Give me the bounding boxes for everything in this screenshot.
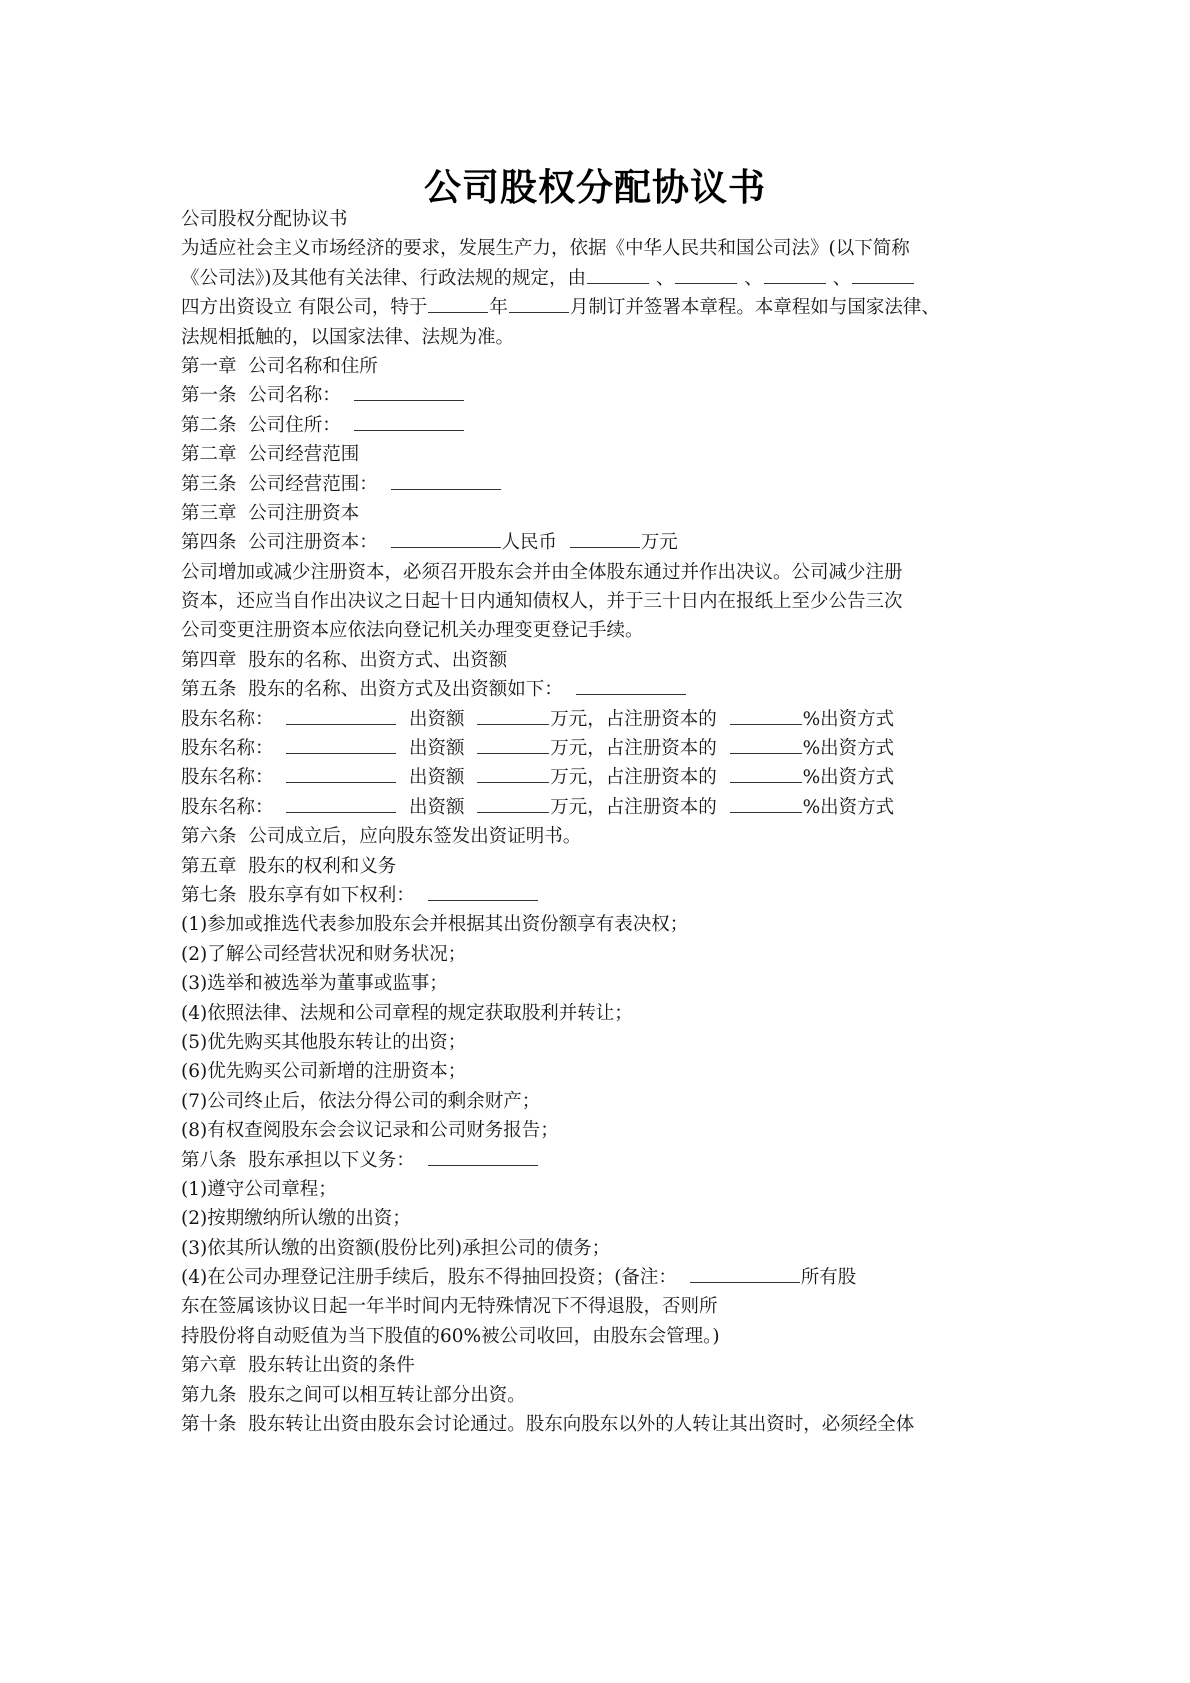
doc-line-shareholder-3 — [181, 763, 1031, 792]
fill-in-blank[interactable] — [477, 735, 549, 754]
doc-line-duty-4 — [181, 1263, 1031, 1292]
doc-text: 第八条 股东承担以下义务： — [181, 1149, 427, 1171]
doc-text: 法规相抵触的，以国家法律、法规为准。 — [181, 326, 515, 348]
doc-text: (3)依其所认缴的出资额(股份比列)承担公司的债务； — [181, 1237, 611, 1259]
doc-text: 公司变更注册资本应依法向登记机关办理变更登记手续。 — [181, 620, 644, 642]
fill-in-blank[interactable] — [690, 1264, 800, 1283]
doc-line-chapter-4 — [181, 646, 1031, 675]
doc-text: (3)选举和被选举为董事或监事； — [181, 973, 448, 995]
fill-in-blank[interactable] — [428, 1147, 538, 1166]
fill-in-blank[interactable] — [428, 882, 538, 901]
doc-line-chapter-1 — [181, 352, 1031, 381]
doc-text: %出资方式 — [802, 738, 895, 760]
doc-text: 第三条 公司经营范围： — [181, 473, 390, 495]
doc-line-preamble-2 — [181, 264, 1031, 293]
doc-line-chapter-2 — [181, 440, 1031, 469]
fill-in-blank[interactable] — [391, 529, 501, 548]
fill-in-blank[interactable] — [286, 794, 396, 813]
doc-line-capital-2 — [181, 587, 1031, 616]
doc-line-article-4 — [181, 528, 1031, 557]
doc-text: 股东名称： — [181, 738, 286, 760]
doc-line-right-3 — [181, 969, 1031, 998]
doc-text: 第六章 股东转让出资的条件 — [181, 1355, 415, 1377]
doc-text: 万元，占注册资本的 — [550, 738, 729, 760]
doc-line-duty-4-cont-1 — [181, 1292, 1031, 1321]
fill-in-blank[interactable] — [286, 706, 396, 725]
fill-in-blank[interactable] — [477, 706, 549, 725]
doc-text: 出资额 — [397, 796, 477, 818]
fill-in-blank[interactable] — [428, 294, 488, 313]
doc-text: 出资额 — [397, 738, 477, 760]
doc-text: (6)优先购买公司新增的注册资本； — [181, 1061, 467, 1083]
doc-text: 万元，占注册资本的 — [550, 796, 729, 818]
doc-line-capital-1 — [181, 558, 1031, 587]
doc-line-chapter-3 — [181, 499, 1031, 528]
fill-in-blank[interactable] — [509, 294, 569, 313]
doc-text: 万元 — [640, 532, 678, 554]
doc-line-duty-1 — [181, 1175, 1031, 1204]
fill-in-blank[interactable] — [354, 382, 464, 401]
doc-text: (2)了解公司经营状况和财务状况； — [181, 943, 467, 965]
doc-line-article-9 — [181, 1381, 1031, 1410]
doc-text: 万元，占注册资本的 — [550, 767, 729, 789]
fill-in-blank[interactable] — [286, 735, 396, 754]
doc-text: (4)在公司办理登记注册手续后，股东不得抽回投资；(备注： — [181, 1267, 689, 1289]
doc-text: (2)按期缴纳所认缴的出资； — [181, 1208, 411, 1230]
doc-text: 四方出资设立 有限公司，特于 — [181, 297, 428, 319]
doc-text: %出资方式 — [802, 767, 895, 789]
fill-in-blank[interactable] — [730, 794, 802, 813]
doc-text: %出资方式 — [802, 708, 895, 730]
doc-line-right-2 — [181, 940, 1031, 969]
doc-line-article-1 — [181, 381, 1031, 410]
doc-text: 人民币 — [501, 532, 569, 554]
doc-text: (4)依照法律、法规和公司章程的规定获取股利并转让； — [181, 1002, 633, 1024]
fill-in-blank[interactable] — [764, 265, 826, 284]
doc-text: 持股份将自动贬值为当下股值的60%被公司收回，由股东会管理。) — [181, 1325, 720, 1347]
doc-text: 股东名称： — [181, 796, 286, 818]
doc-line-article-2 — [181, 411, 1031, 440]
document-title: 公司股权分配协议书 — [424, 166, 766, 209]
doc-text: 第四条 公司注册资本： — [181, 532, 390, 554]
fill-in-blank[interactable] — [730, 735, 802, 754]
doc-text: 东在签属该协议日起一年半时间内无特殊情况下不得退股，否则所 — [181, 1296, 718, 1318]
fill-in-blank[interactable] — [391, 471, 501, 490]
doc-line-right-8 — [181, 1116, 1031, 1145]
doc-text: 、 — [826, 267, 852, 289]
doc-line-chapter-6 — [181, 1351, 1031, 1380]
doc-text: (7)公司终止后，依法分得公司的剩余财产； — [181, 1090, 541, 1112]
doc-text: 公司增加或减少注册资本，必须召开股东会并由全体股东通过并作出决议。公司减少注册 — [181, 561, 903, 583]
doc-line-article-5 — [181, 675, 1031, 704]
doc-text: 出资额 — [397, 767, 477, 789]
fill-in-blank[interactable] — [477, 794, 549, 813]
doc-line-right-4 — [181, 999, 1031, 1028]
doc-line-chapter-5 — [181, 852, 1031, 881]
fill-in-blank[interactable] — [477, 764, 549, 783]
doc-text: 第一章 公司名称和住所 — [181, 355, 378, 377]
doc-line-preamble-1 — [181, 234, 1031, 263]
fill-in-blank[interactable] — [354, 412, 464, 431]
doc-line-article-3 — [181, 470, 1031, 499]
fill-in-blank[interactable] — [286, 764, 396, 783]
doc-text: 股东名称： — [181, 767, 286, 789]
doc-text: 资本，还应当自作出决议之日起十日内通知债权人，并于三十日内在报纸上至少公告三次 — [181, 591, 903, 613]
doc-text: (5)优先购买其他股东转让的出资； — [181, 1031, 467, 1053]
doc-line-article-6 — [181, 822, 1031, 851]
doc-line-right-7 — [181, 1087, 1031, 1116]
doc-line-preamble-4 — [181, 323, 1031, 352]
doc-text: %出资方式 — [802, 796, 895, 818]
fill-in-blank[interactable] — [852, 265, 914, 284]
doc-text: 第九条 股东之间可以相互转让部分出资。 — [181, 1384, 526, 1406]
doc-text: 第二章 公司经营范围 — [181, 444, 360, 466]
doc-text: 第七条 股东享有如下权利： — [181, 884, 427, 906]
doc-text: 万元，占注册资本的 — [550, 708, 729, 730]
doc-line-subtitle — [181, 205, 1031, 234]
document-body — [181, 205, 1031, 1439]
doc-text: 股东名称： — [181, 708, 286, 730]
doc-line-duty-4-cont-2 — [181, 1322, 1031, 1351]
doc-line-article-10 — [181, 1410, 1031, 1439]
doc-text: 出资额 — [397, 708, 477, 730]
doc-line-shareholder-4 — [181, 793, 1031, 822]
doc-text: 第二条 公司住所： — [181, 414, 353, 436]
doc-text: 公司股权分配协议书 — [181, 209, 348, 230]
doc-text: 、 — [738, 267, 763, 289]
doc-text: 、 — [649, 267, 675, 289]
doc-text: 第五条 股东的名称、出资方式及出资额如下： — [181, 679, 575, 701]
fill-in-blank[interactable] — [675, 265, 737, 284]
doc-line-capital-3 — [181, 616, 1031, 645]
doc-text: 第十条 股东转让出资由股东会讨论通过。股东向股东以外的人转让其出资时，必须经全体 — [181, 1414, 915, 1436]
doc-text: 年 — [489, 297, 508, 319]
doc-text: 月制订并签署本章程。本章程如与国家法律、 — [569, 297, 940, 319]
doc-text: (8)有权查阅股东会会议记录和公司财务报告； — [181, 1120, 559, 1142]
doc-line-duty-2 — [181, 1204, 1031, 1233]
doc-line-preamble-3 — [181, 293, 1031, 322]
fill-in-blank[interactable] — [730, 764, 802, 783]
doc-text: 所有股 — [800, 1267, 857, 1289]
doc-text: (1)遵守公司章程； — [181, 1178, 337, 1200]
doc-line-article-7 — [181, 881, 1031, 910]
doc-text: 为适应社会主义市场经济的要求，发展生产力，依据《中华人民共和国公司法》(以下简称 — [181, 238, 910, 260]
doc-line-right-1 — [181, 910, 1031, 939]
doc-text: 第五章 股东的权利和义务 — [181, 855, 397, 877]
doc-line-right-6 — [181, 1057, 1031, 1086]
doc-line-shareholder-2 — [181, 734, 1031, 763]
fill-in-blank[interactable] — [570, 529, 640, 548]
fill-in-blank[interactable] — [587, 265, 649, 284]
doc-line-article-8 — [181, 1146, 1031, 1175]
doc-line-right-5 — [181, 1028, 1031, 1057]
fill-in-blank[interactable] — [730, 706, 802, 725]
doc-text: 第三章 公司注册资本 — [181, 502, 360, 524]
doc-text: 第四章 股东的名称、出资方式、出资额 — [181, 649, 508, 671]
doc-text: (1)参加或推选代表参加股东会并根据其出资份额享有表决权； — [181, 914, 689, 936]
fill-in-blank[interactable] — [576, 676, 686, 695]
doc-line-duty-3 — [181, 1234, 1031, 1263]
doc-text: 第一条 公司名称： — [181, 385, 353, 407]
doc-text: 《公司法》)及其他有关法律、行政法规的规定，由 — [181, 267, 586, 289]
doc-line-shareholder-1 — [181, 705, 1031, 734]
doc-text: 第六条 公司成立后，应向股东签发出资证明书。 — [181, 826, 582, 848]
